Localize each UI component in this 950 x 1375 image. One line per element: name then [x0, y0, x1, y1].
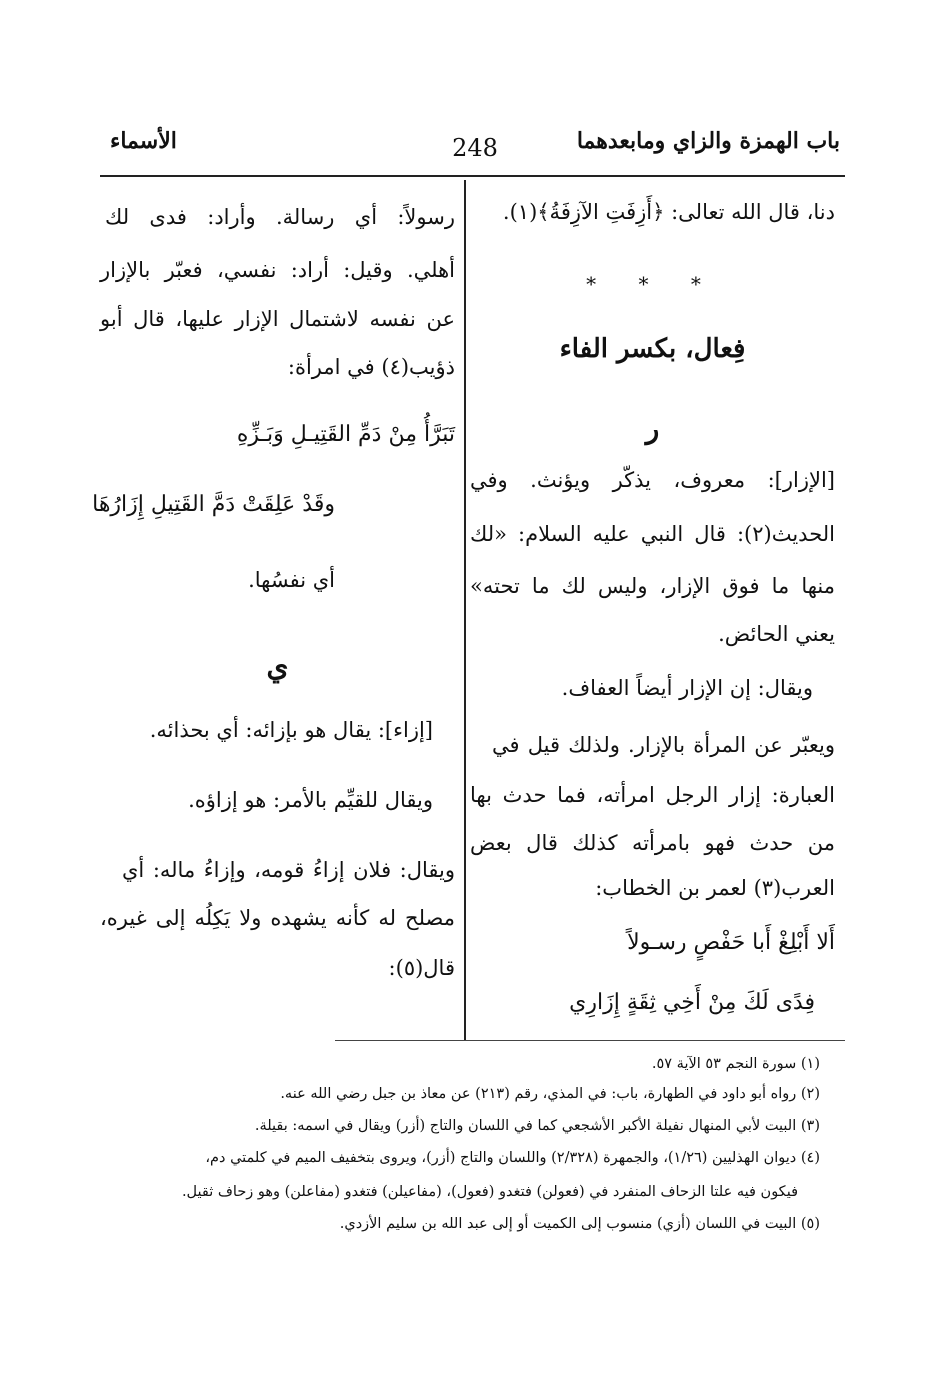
column-divider	[464, 180, 466, 1040]
text-line: عن نفسه لاشتمال الإزار عليها، قال أبو	[100, 307, 455, 331]
right-column	[470, 0, 835, 1050]
verse-line: تَبَرَّأُ مِنْ دَمِّ القَتِيـلِ وَبَـزِّهِ	[236, 422, 455, 447]
verse-line: فِدًى لَكَ مِنْ أَخِي ثِقَةٍ إِزَارِي	[569, 990, 815, 1015]
text-line: يعني الحائض.	[718, 622, 835, 646]
text-line: مصلح له كأنه يشهده ولا يَكِلُه إلى غيره،	[100, 906, 455, 930]
text-line: ويقال: إن الإزار أيضاً العفاف.	[561, 676, 813, 700]
text-line: ويقال للقيِّم بالأمر: هو إزاؤه.	[188, 788, 433, 812]
verse-line: وقَدْ عَلِقَتْ دَمَّ القَتِيلِ إِزَارُهَا	[92, 492, 335, 517]
text-line: ويقال: فلان إزاءُ قومه، وإزاءُ ماله: أي	[122, 858, 455, 882]
section-heading: فِعال، بكسر الفاء	[559, 334, 746, 364]
text-line: ذؤيب(٤) في امرأة:	[287, 355, 455, 379]
text-line: العرب(٣) لعمر بن الخطاب:	[595, 876, 835, 900]
footnote: (٤) ديوان الهذليين (١/٢٦)، والجمهرة (٢/٣٢٨) واللسان والتاج (أزر)، ويروى بتخفيف الميم في كلمتي دم،	[205, 1150, 820, 1166]
left-column	[92, 0, 455, 1050]
footnote: (٢) رواه أبو داود في الطهارة، باب: في المذي، رقم (٢١٣) عن معاذ بن جبل رضي الله عنه.	[280, 1086, 820, 1102]
text-line: أهلي. وقيل: أراد: نفسي، فعبّر بالإزار	[100, 258, 455, 282]
section-separator: * * *	[586, 272, 719, 296]
footnote: (٥) البيت في اللسان (أزي) منسوب إلى الكميت أو إلى عبد الله بن سليم الأزدي.	[339, 1216, 820, 1232]
text-line: رسولاً: أي رسالة. وأراد: فدى لك	[105, 205, 455, 229]
text-line: أي نفسُها.	[248, 568, 335, 592]
text-line: العبارة: إزار الرجل امرأته، فما حدث بها	[470, 783, 835, 807]
text-line: قال(٥):	[388, 956, 455, 980]
verse-line: أَلا أَبْلِغْ أَبا حَفْصٍ رسـولاً	[627, 930, 835, 955]
footnote: (٣) البيت لأبي المنهال نفيلة الأكبر الأشجعي كما في اللسان والتاج (أزر) ويقال في اسمه: بقيلة.	[254, 1118, 820, 1134]
running-head-chapter: باب الهمزة والزاي ومابعدهما	[576, 128, 840, 154]
page-number: 248	[452, 134, 498, 162]
letter-heading: ي	[266, 650, 289, 683]
text-line: منها ما فوق الإزار، وليس لك ما تحته»	[470, 574, 835, 598]
text-line: من حدث فهو بامرأته كذلك قال بعض	[470, 831, 835, 855]
footnote-continuation: فيكون فيه علتا الزحاف المنفرد في (فعولن) فتغدو (فعول)، (مفاعيلن) فتغدو (مفاعلن) وهو زحاف ثقيل.	[181, 1184, 798, 1200]
text-line: ويعبّر عن المرأة بالإزار. ولذلك قيل في	[492, 733, 835, 757]
running-head-section: الأسماء	[110, 128, 177, 154]
text-line: دنا، قال الله تعالى: ﴿أَزِفَتِ الآزِفَةُ﴾(١).	[502, 200, 835, 224]
letter-heading: ر	[645, 412, 660, 445]
footnote: (١) سورة النجم ٥٣ الآية ٥٧.	[651, 1056, 820, 1072]
text-line: [الإزار]: معروف، يذكّر ويؤنث. وفي	[470, 468, 835, 492]
text-line: [إزاء]: يقال هو بإزائه: أي بحذائه.	[149, 718, 433, 742]
text-line: الحديث(٢): قال النبي عليه السلام: «لك	[470, 522, 835, 546]
